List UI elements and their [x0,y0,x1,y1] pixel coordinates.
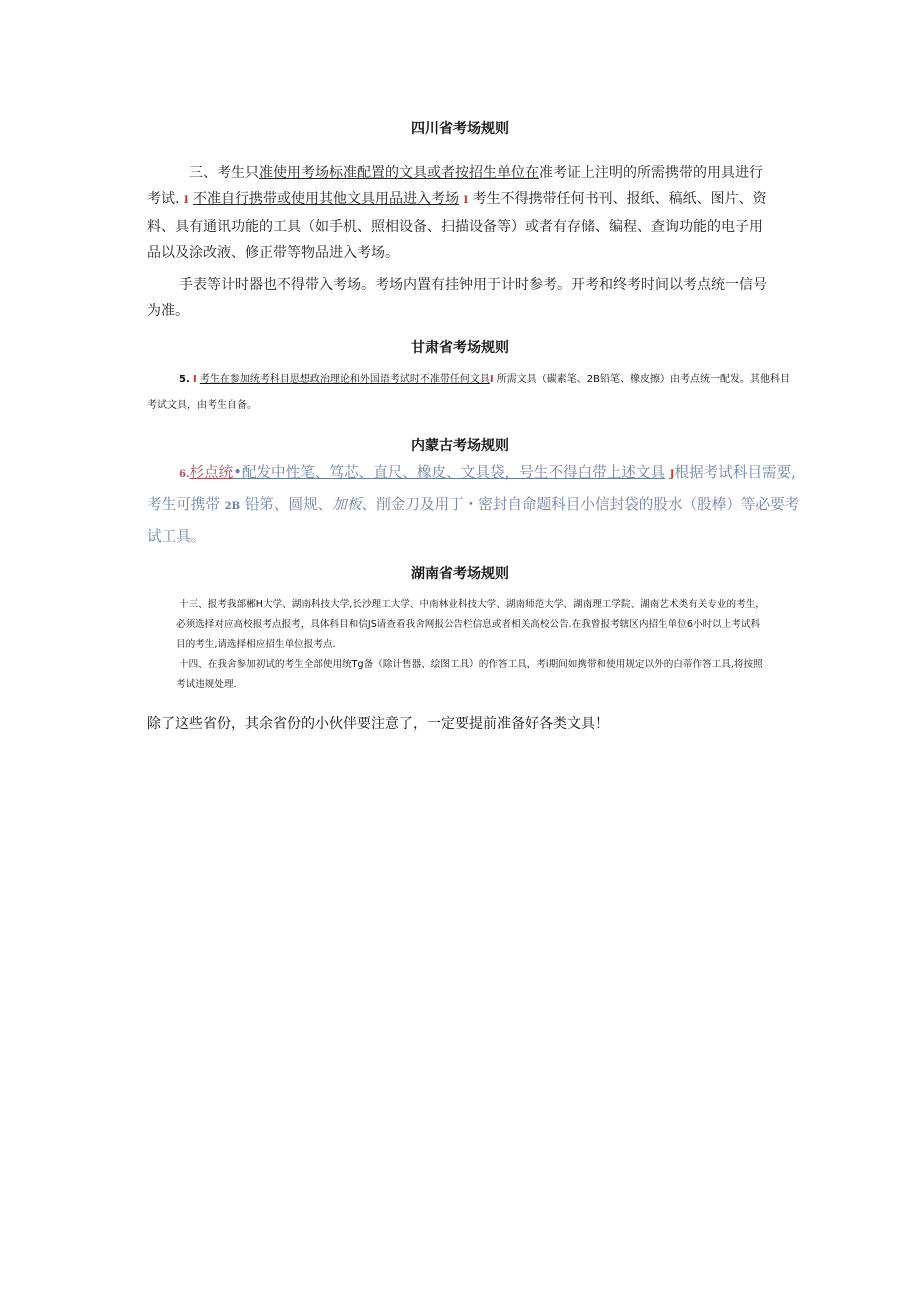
underlined-text: •配发中性笔、笃芯、直尺、橡皮、文具袋，号生不得白带上述文具 [233,464,666,481]
gansu-line-2: 考试文具，由考生自备。 [147,400,257,411]
sichuan-line-2: 考试. I 不准自行携带或使用其他文具用品进入考场 I 考生不得携带任何书刊、报纸、稿纸、图片、资 [147,191,767,207]
underlined-text: 考生在参加统考科目思想政治理论和外国语考试时不准带任何文具 [199,374,490,385]
gansu-title: 甘肃省考场规则 [411,340,509,356]
sichuan-line-1: 三、考生只准使用考场标准配置的文具或者按招生单位在准考证上注明的所需携带的用具进行 [189,165,763,181]
sichuan-line-5: 手表等计时器也不得带入考场。考场内置有挂钟用于计时参考。开考和终考时间以考点统一信号 [179,277,767,293]
gansu-line-1: 5. I 考生在参加统考科目思想政治理论和外国语考试时不准带任何文具I 所需文具（碳素笔、2B铅笔、橡皮擦）由考点统一配发。其他科目 [179,374,791,385]
sichuan-line-6: 为准。 [147,303,189,319]
sichuan-rules-2 [147,272,801,324]
underlined-text: 杉点统 [189,464,234,481]
red-mark: I [463,195,469,206]
hunan-rules [176,595,802,695]
neimenggu-line-2: 考生可携带 2B 铅笫、圆规、加板、削金刀及用丁・密封自命题科目小信封袋的股水（股棒）等必要考 [147,496,800,513]
hunan-title: 湖南省考场规则 [411,566,509,582]
hunan-p1-line-2: 必须选择对应高校报考点报考，具体科目和信JS请查看我舍网报公告栏信息或者相关高校公告.在我曾报考辖区内招生单位6小时以上考试科 [176,619,761,630]
closing-note: 除了这些省份，其余省份的小伙伴要注意了，一定要提前准备好各类文具！ [147,716,609,732]
hunan-p1-line-1: 十三、报考我部郴H大学、湖南科技大学,长沙理工大学、中南林业科技大学、湖南师范大学、湖南理工学院、湖南艺术类有关专业的考生， [179,599,765,610]
sichuan-line-3: 料、具有通讯功能的工具（如手机、照相设备、扫描设备等）或者有存储、编程、查询功能的电子用 [147,219,763,235]
gansu-rules [147,367,801,419]
red-mark: I [183,195,189,206]
sichuan-title: 四川省考场规则 [411,121,509,137]
hunan-p2-line-2: 考试违规处理. [176,679,237,690]
red-mark: I [192,374,197,385]
hunan-p2-line-1: 十四、在我舍参加初试的考生全部使用统Tg备（除计售器、绘图工具）的作答工具，考i期间如携带和使用规定以外的白蒂作答工具,将按照 [179,659,763,670]
neimenggu-line-1: 6.杉点统•配发中性笔、笃芯、直尺、橡皮、文具袋，号生不得白带上述文具 J根据考试科目需要, [179,464,796,481]
neimenggu-title: 内蒙古考场规则 [411,438,509,454]
sichuan-line-4: 品以及涂改液、修正带等物品进入考场。 [147,245,399,261]
sichuan-rules [147,160,801,266]
neimenggu-line-3: 试工具。 [147,528,206,545]
hunan-p1-line-3: 目的考生,请选择相应招生单位报考点. [176,639,336,650]
underlined-text: 不准自行携带或使用其他文具用品进入考场 [193,191,460,207]
red-mark: J [669,469,675,480]
neimenggu-rules [147,458,807,552]
underlined-text: 准使用考场标准配置的文具或者按招生单位在 [259,165,539,181]
red-mark: I [489,374,494,385]
